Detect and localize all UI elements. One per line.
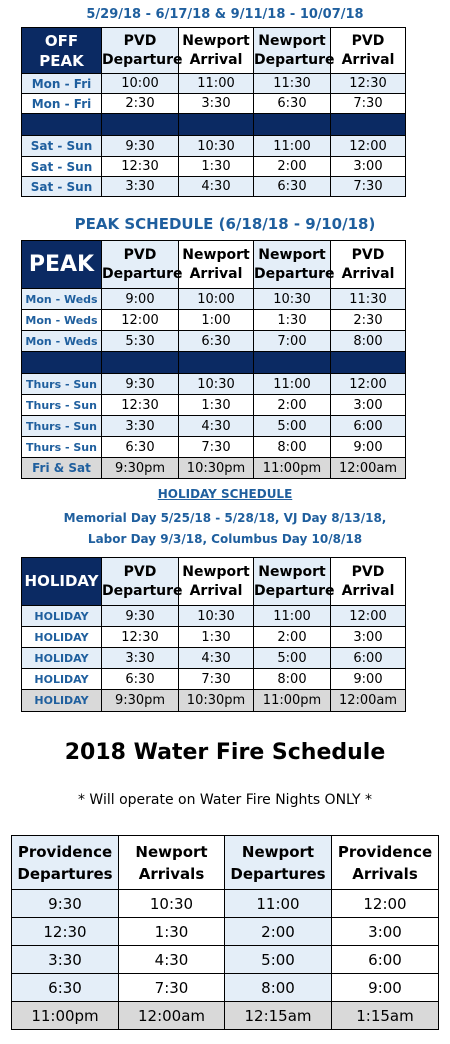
time-cell: 6:30: [254, 177, 331, 197]
time-cell: 1:30: [179, 157, 254, 177]
time-cell: 3:00: [331, 395, 406, 416]
time-cell: 7:30: [119, 974, 225, 1002]
day-cell: HOLIDAY: [22, 648, 102, 669]
time-cell: 8:00: [225, 974, 332, 1002]
time-cell: 8:00: [254, 669, 331, 690]
time-cell: 9:00: [332, 974, 439, 1002]
table-row: [22, 289, 406, 310]
time-cell: 1:30: [179, 627, 254, 648]
time-cell: 12:30: [102, 627, 179, 648]
time-cell: 12:00: [102, 310, 179, 331]
time-cell: 5:00: [254, 416, 331, 437]
time-cell: 2:00: [254, 395, 331, 416]
time-cell: 3:30: [12, 946, 119, 974]
time-cell: 12:00: [332, 890, 439, 918]
day-cell: Thurs - Sun: [22, 374, 102, 395]
holiday-header-row: [22, 558, 406, 606]
time-cell: 1:30: [179, 395, 254, 416]
time-cell: 11:00: [179, 74, 254, 94]
time-cell: 2:30: [102, 94, 179, 114]
time-cell: 6:30: [254, 94, 331, 114]
peak-col-pvd-departure: PVD Departure: [102, 241, 179, 289]
table-row: [22, 395, 406, 416]
time-cell: 11:00pm: [254, 458, 331, 479]
day-cell: Fri & Sat: [22, 458, 102, 479]
time-cell: 6:00: [332, 946, 439, 974]
time-cell: 5:30: [102, 331, 179, 352]
time-cell: 10:30pm: [179, 458, 254, 479]
offpeak-dates: 5/29/18 - 6/17/18 & 9/11/18 - 10/07/18: [86, 7, 364, 22]
holiday-col-pvd-departure: PVD Departure: [102, 558, 179, 606]
table-row: [12, 1002, 439, 1030]
time-cell: 1:30: [119, 918, 225, 946]
peak-title: PEAK SCHEDULE (6/18/18 - 9/10/18): [74, 215, 376, 233]
time-cell: 3:30: [102, 416, 179, 437]
time-cell: 9:30pm: [102, 690, 179, 712]
table-row: [22, 627, 406, 648]
time-cell: 7:30: [179, 669, 254, 690]
time-cell: 11:00: [225, 890, 332, 918]
time-cell: 7:00: [254, 331, 331, 352]
time-cell: 10:30: [179, 606, 254, 627]
time-cell: 10:30: [254, 289, 331, 310]
table-row: [22, 690, 406, 712]
peak-table: [21, 240, 406, 479]
time-cell: 9:30pm: [102, 458, 179, 479]
time-cell: 12:00: [331, 374, 406, 395]
waterfire-col-providence-arrivals: Providence Arrivals: [332, 836, 439, 890]
waterfire-table: [11, 835, 439, 1030]
offpeak-col-pvd-arrival: PVD Arrival: [331, 28, 406, 74]
table-row: [22, 177, 406, 197]
time-cell: 4:30: [179, 177, 254, 197]
time-cell: 2:00: [225, 918, 332, 946]
time-cell: 12:00: [331, 136, 406, 157]
time-cell: 9:30: [12, 890, 119, 918]
day-cell: Mon - Fri: [22, 94, 102, 114]
time-cell: 3:00: [331, 627, 406, 648]
time-cell: 10:30: [179, 374, 254, 395]
offpeak-col-pvd-departure: PVD Departure: [102, 28, 179, 74]
time-cell: 6:00: [331, 648, 406, 669]
holiday-col-newport-arrival: Newport Arrival: [179, 558, 254, 606]
offpeak-corner-line1: OFF: [44, 31, 79, 50]
time-cell: 6:30: [179, 331, 254, 352]
table-row: [22, 606, 406, 627]
table-row: [22, 648, 406, 669]
time-cell: 12:30: [12, 918, 119, 946]
table-row: [22, 458, 406, 479]
day-cell: Sat - Sun: [22, 177, 102, 197]
offpeak-corner-line2: PEAK: [39, 51, 84, 70]
time-cell: 6:30: [12, 974, 119, 1002]
day-cell: Mon - Weds: [22, 331, 102, 352]
time-cell: 3:30: [179, 94, 254, 114]
time-cell: 12:30: [102, 157, 179, 177]
time-cell: 6:30: [102, 437, 179, 458]
waterfire-col-providence-departures: Providence Departures: [12, 836, 119, 890]
time-cell: 12:00am: [331, 690, 406, 712]
waterfire-col-newport-departures: Newport Departures: [225, 836, 332, 890]
time-cell: 11:00: [254, 374, 331, 395]
table-row: [12, 974, 439, 1002]
time-cell: 1:15am: [332, 1002, 439, 1030]
time-cell: 10:30pm: [179, 690, 254, 712]
holiday-title: HOLIDAY SCHEDULE: [157, 487, 293, 501]
day-cell: HOLIDAY: [22, 690, 102, 712]
time-cell: 12:30: [331, 74, 406, 94]
offpeak-col-newport-departure: Newport Departure: [254, 28, 331, 74]
day-cell: Sat - Sun: [22, 157, 102, 177]
time-cell: 11:00pm: [254, 690, 331, 712]
time-cell: 5:00: [225, 946, 332, 974]
time-cell: 11:30: [254, 74, 331, 94]
time-cell: 11:30: [331, 289, 406, 310]
time-cell: 4:30: [179, 648, 254, 669]
day-cell: HOLIDAY: [22, 606, 102, 627]
peak-header-row: [22, 241, 406, 289]
time-cell: 7:30: [331, 94, 406, 114]
day-cell: HOLIDAY: [22, 627, 102, 648]
time-cell: 11:00pm: [12, 1002, 119, 1030]
day-cell: HOLIDAY: [22, 669, 102, 690]
offpeak-corner: [22, 28, 102, 74]
peak-col-newport-departure: Newport Departure: [254, 241, 331, 289]
time-cell: 10:00: [179, 289, 254, 310]
time-cell: 9:30: [102, 136, 179, 157]
time-cell: 9:00: [102, 289, 179, 310]
time-cell: 2:00: [254, 157, 331, 177]
day-cell: Thurs - Sun: [22, 395, 102, 416]
table-row: [22, 74, 406, 94]
day-cell: Mon - Weds: [22, 289, 102, 310]
time-cell: 7:30: [331, 177, 406, 197]
waterfire-note: * Will operate on Water Fire Nights ONLY *: [77, 792, 372, 808]
time-cell: 11:00: [254, 606, 331, 627]
table-row: [22, 94, 406, 114]
time-cell: 2:00: [254, 627, 331, 648]
time-cell: 10:00: [102, 74, 179, 94]
time-cell: 7:30: [179, 437, 254, 458]
time-cell: 12:15am: [225, 1002, 332, 1030]
offpeak-header-row: [22, 28, 406, 74]
time-cell: 5:00: [254, 648, 331, 669]
table-row: [22, 331, 406, 352]
holiday-dates-line1: Memorial Day 5/25/18 - 5/28/18, VJ Day 8/13/18,: [63, 511, 387, 525]
time-cell: 12:00: [331, 606, 406, 627]
time-cell: 4:30: [119, 946, 225, 974]
peak-col-newport-arrival: Newport Arrival: [179, 241, 254, 289]
table-row: [22, 437, 406, 458]
separator-row: [22, 114, 406, 136]
time-cell: 9:30: [102, 374, 179, 395]
waterfire-col-newport-arrivals: Newport Arrivals: [119, 836, 225, 890]
time-cell: 12:30: [102, 395, 179, 416]
time-cell: 1:30: [254, 310, 331, 331]
time-cell: 6:00: [331, 416, 406, 437]
table-row: [22, 374, 406, 395]
time-cell: 3:30: [102, 177, 179, 197]
holiday-col-pvd-arrival: PVD Arrival: [331, 558, 406, 606]
time-cell: 12:00am: [331, 458, 406, 479]
time-cell: 3:00: [332, 918, 439, 946]
time-cell: 9:00: [331, 437, 406, 458]
holiday-corner: HOLIDAY: [22, 558, 102, 606]
offpeak-col-newport-arrival: Newport Arrival: [179, 28, 254, 74]
table-row: [22, 157, 406, 177]
day-cell: Mon - Fri: [22, 74, 102, 94]
time-cell: 10:30: [119, 890, 225, 918]
peak-corner: PEAK: [22, 241, 102, 289]
waterfire-header-row: [12, 836, 439, 890]
time-cell: 12:00am: [119, 1002, 225, 1030]
table-row: [22, 310, 406, 331]
time-cell: 6:30: [102, 669, 179, 690]
day-cell: Sat - Sun: [22, 136, 102, 157]
time-cell: 10:30: [179, 136, 254, 157]
day-cell: Mon - Weds: [22, 310, 102, 331]
time-cell: 11:00: [254, 136, 331, 157]
table-row: [12, 918, 439, 946]
time-cell: 3:30: [102, 648, 179, 669]
time-cell: 9:30: [102, 606, 179, 627]
holiday-dates-line2: Labor Day 9/3/18, Columbus Day 10/8/18: [87, 532, 363, 546]
time-cell: 2:30: [331, 310, 406, 331]
time-cell: 4:30: [179, 416, 254, 437]
time-cell: 9:00: [331, 669, 406, 690]
table-row: [12, 890, 439, 918]
time-cell: 8:00: [331, 331, 406, 352]
table-row: [22, 136, 406, 157]
time-cell: 3:00: [331, 157, 406, 177]
table-row: [22, 669, 406, 690]
peak-col-pvd-arrival: PVD Arrival: [331, 241, 406, 289]
holiday-col-newport-departure: Newport Departure: [254, 558, 331, 606]
table-row: [22, 416, 406, 437]
waterfire-title: 2018 Water Fire Schedule: [64, 740, 386, 765]
time-cell: 1:00: [179, 310, 254, 331]
separator-row: [22, 352, 406, 374]
time-cell: 8:00: [254, 437, 331, 458]
holiday-table: [21, 557, 406, 712]
day-cell: Thurs - Sun: [22, 437, 102, 458]
day-cell: Thurs - Sun: [22, 416, 102, 437]
table-row: [12, 946, 439, 974]
offpeak-table: [21, 27, 406, 197]
